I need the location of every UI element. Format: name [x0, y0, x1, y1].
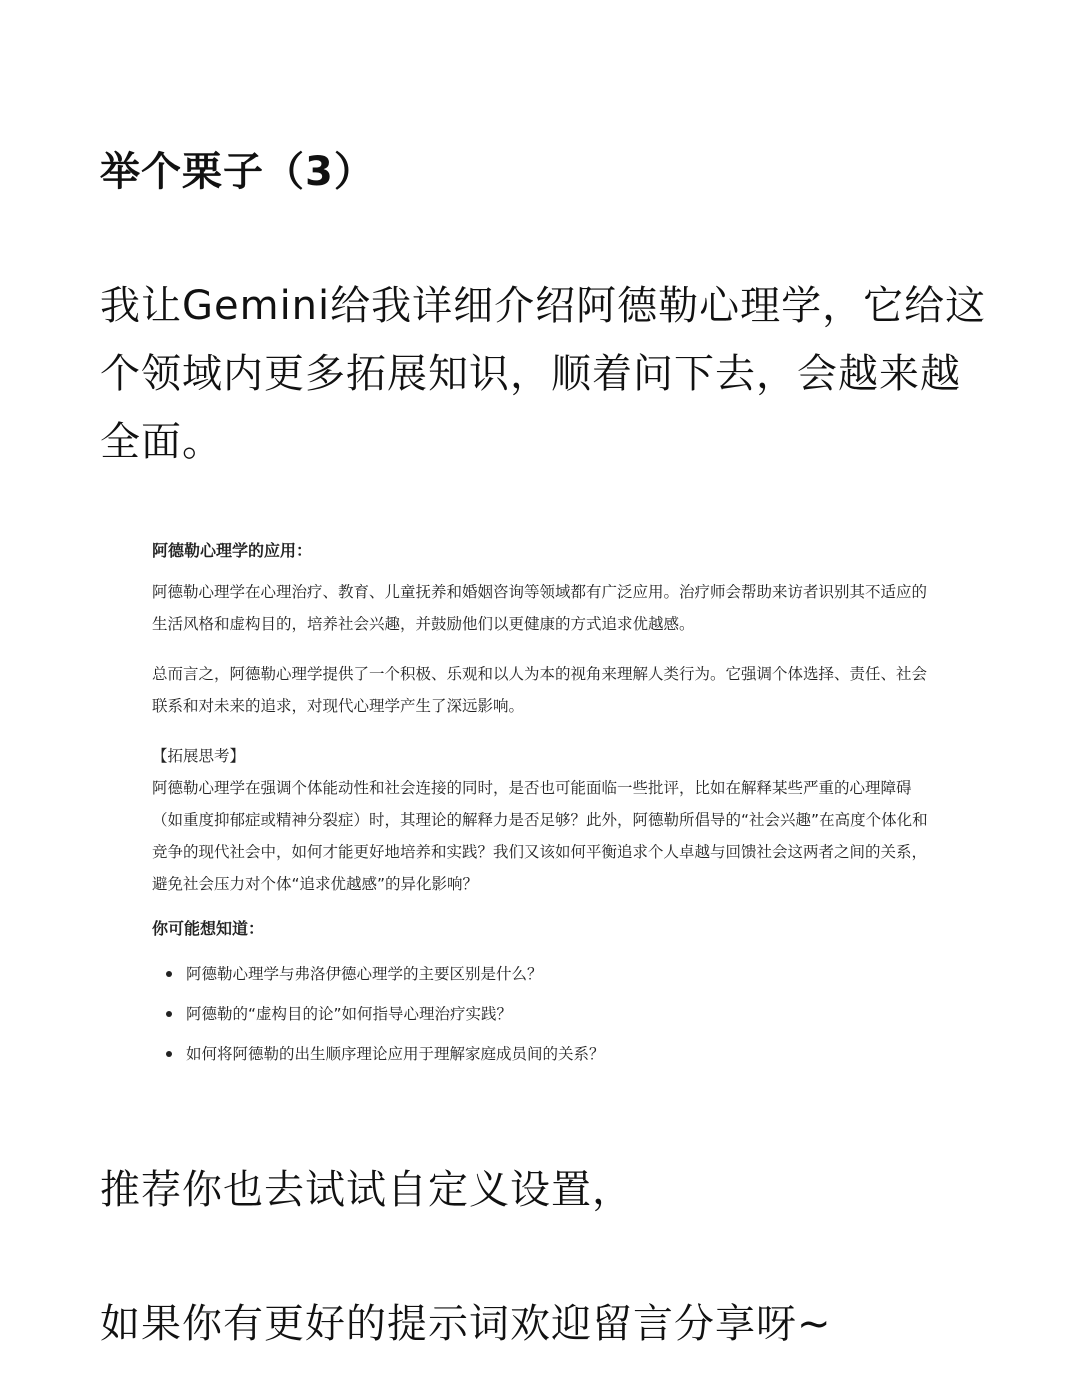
questions-list: [152, 954, 942, 1074]
post-title: 举个栗子（3）: [100, 149, 375, 195]
list-item: [152, 1034, 942, 1074]
intro-paragraph: 我让Gemini给我详细介绍阿德勒心理学，它给这个领域内更多拓展知识，顺着问下去，会越来越全面。: [100, 283, 987, 465]
closing-line-recommend: 推荐你也去试试自定义设置，: [100, 1167, 633, 1213]
application-heading: 阿德勒心理学的应用：: [152, 541, 313, 560]
questions-heading: 你可能想知道：: [152, 919, 265, 938]
question-text: 如何将阿德勒的出生顺序理论应用于理解家庭成员间的关系？: [186, 1045, 605, 1063]
list-item: [152, 994, 942, 1034]
question-text: 阿德勒的“虚构目的论”如何指导心理治疗实践？: [186, 1005, 513, 1023]
summary-paragraph: 总而言之，阿德勒心理学提供了一个积极、乐观和以人为本的视角来理解人类行为。它强调个体选择、责任、社会联系和对未来的追求，对现代心理学产生了深远影响。: [152, 665, 928, 715]
question-text: 阿德勒心理学与弗洛伊德心理学的主要区别是什么？: [186, 965, 543, 983]
list-item: [152, 954, 942, 994]
extension-paragraph: 阿德勒心理学在强调个体能动性和社会连接的同时，是否也可能面临一些批评，比如在解释某些严重的心理障碍（如重度抑郁症或精神分裂症）时，其理论的解释力是否足够？此外，阿德勒所倡导的“社会兴趣”在高度个体化和竞争的现代社会中，如何才能更好地培养和实践？我们又该如何平衡追求个人卓越与回馈社会这两者之间的关系，避免社会压力对个体“追求优越感”的异化影响？: [152, 779, 928, 893]
bullet-icon: [166, 971, 172, 977]
extension-tag: 【拓展思考】: [152, 747, 246, 765]
bullet-icon: [166, 1051, 172, 1057]
embedded-chat-screenshot: [152, 540, 942, 1074]
closing-line-invite: 如果你有更好的提示词欢迎留言分享呀~: [100, 1301, 832, 1347]
bullet-icon: [166, 1011, 172, 1017]
application-paragraph: 阿德勒心理学在心理治疗、教育、儿童抚养和婚姻咨询等领域都有广泛应用。治疗师会帮助来访者识别其不适应的生活风格和虚构目的，培养社会兴趣，并鼓励他们以更健康的方式追求优越感。: [152, 583, 928, 633]
